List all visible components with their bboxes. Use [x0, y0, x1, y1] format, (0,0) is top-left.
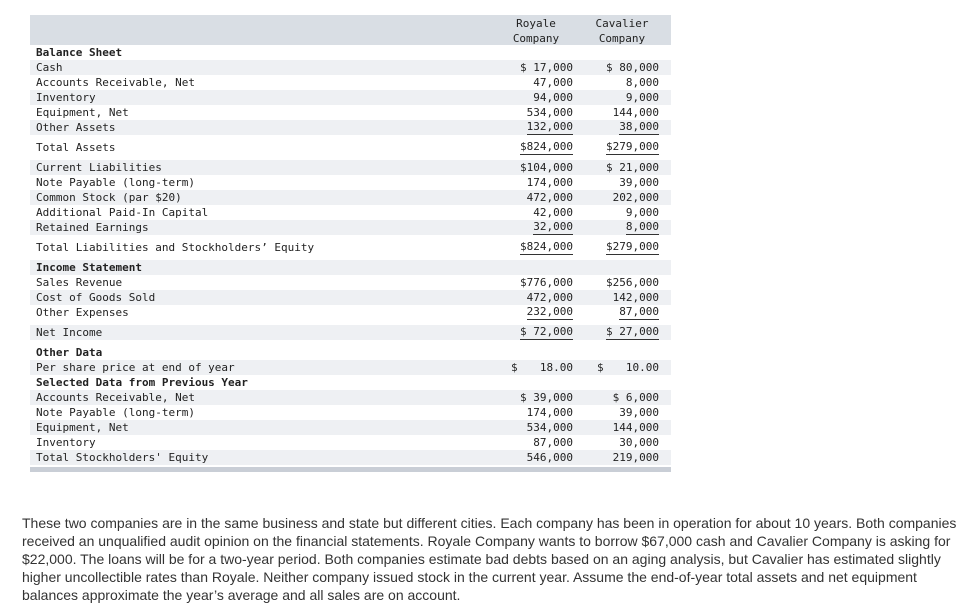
table-row-equipment: Equipment, Net 534,000 144,000 — [36, 106, 659, 119]
table-header — [30, 15, 671, 45]
royale-cash: $ 17,000 — [520, 61, 573, 74]
section-balance-sheet: Balance Sheet — [36, 46, 123, 59]
table-row-sales-revenue: Sales Revenue $776,000 $256,000 — [36, 276, 659, 289]
table-row-total-assets: Total Assets $824,000 $279,000 — [36, 140, 659, 154]
table-row-net-income: Net Income $ 72,000 $ 27,000 — [30, 325, 671, 340]
table-row-share-price: Per share price at end of year $ 18.00 $ 10.00 — [30, 360, 671, 375]
financial-data-table — [30, 15, 671, 472]
cavalier-cash: $ 80,000 — [606, 61, 659, 74]
table-row-common-stock: Common Stock (par $20) 472,000 202,000 — [30, 190, 671, 205]
table-row-py-equipment: Equipment, Net 534,000 144,000 — [30, 420, 671, 435]
header-royale-company: Royale Company — [512, 17, 560, 45]
section-previous-year: Selected Data from Previous Year — [36, 376, 248, 389]
table-row-py-note-payable: Note Payable (long-term) 174,000 39,000 — [36, 406, 659, 419]
table-row-apic: Additional Paid-In Capital 42,000 9,000 — [36, 206, 659, 219]
table-row-py-inventory: Inventory 87,000 30,000 — [36, 436, 659, 449]
table-row-py-ar: Accounts Receivable, Net $ 39,000 $ 6,000 — [30, 390, 671, 405]
table-row-other-expenses: Other Expenses 232,000 87,000 — [36, 305, 659, 319]
table-row-cogs: Cost of Goods Sold 472,000 142,000 — [30, 290, 671, 305]
table-row-ar: Accounts Receivable, Net 47,000 8,000 — [36, 76, 659, 89]
table-row-note-payable: Note Payable (long-term) 174,000 39,000 — [36, 176, 659, 189]
table-row-total-liabilities-equity: Total Liabilities and Stockholders’ Equity $824,000 $279,000 — [36, 240, 659, 254]
table-row-cash: Cash $ 17,000 $ 80,000 — [30, 60, 671, 75]
table-row-retained-earnings: Retained Earnings 32,000 8,000 — [30, 220, 671, 235]
section-income-statement: Income Statement — [30, 260, 671, 275]
section-other-data: Other Data — [36, 346, 103, 359]
table-bottom-border — [30, 467, 671, 472]
header-cavalier-company: Cavalier Company — [595, 17, 649, 45]
table-row-py-total-equity: Total Stockholders' Equity 546,000 219,000 — [30, 450, 671, 465]
table-row-current-liabilities: Current Liabilities $104,000 $ 21,000 — [30, 160, 671, 175]
table-row-inventory: Inventory 94,000 9,000 — [30, 90, 671, 105]
problem-description: These two companies are in the same business and state but different cities. Each company has been in operation for about 10 years. Both companies received an unqualified audit opinion on the financial statements. Royale Company wants to borrow $67,000 cash and Cavalier Company is asking for $22,000. The loans will be for a two-year period. Both companies estimate bad debts based on an aging analysis, but Cavalier has estimated slightly higher uncollectible rates than Royale. Neither company issued stock in the current year. Assume the end-of-year total assets and net equipment balances approximate the year’s average and all sales are on account. — [22, 515, 957, 603]
table-row-other-assets: Other Assets 132,000 38,000 — [30, 120, 671, 135]
